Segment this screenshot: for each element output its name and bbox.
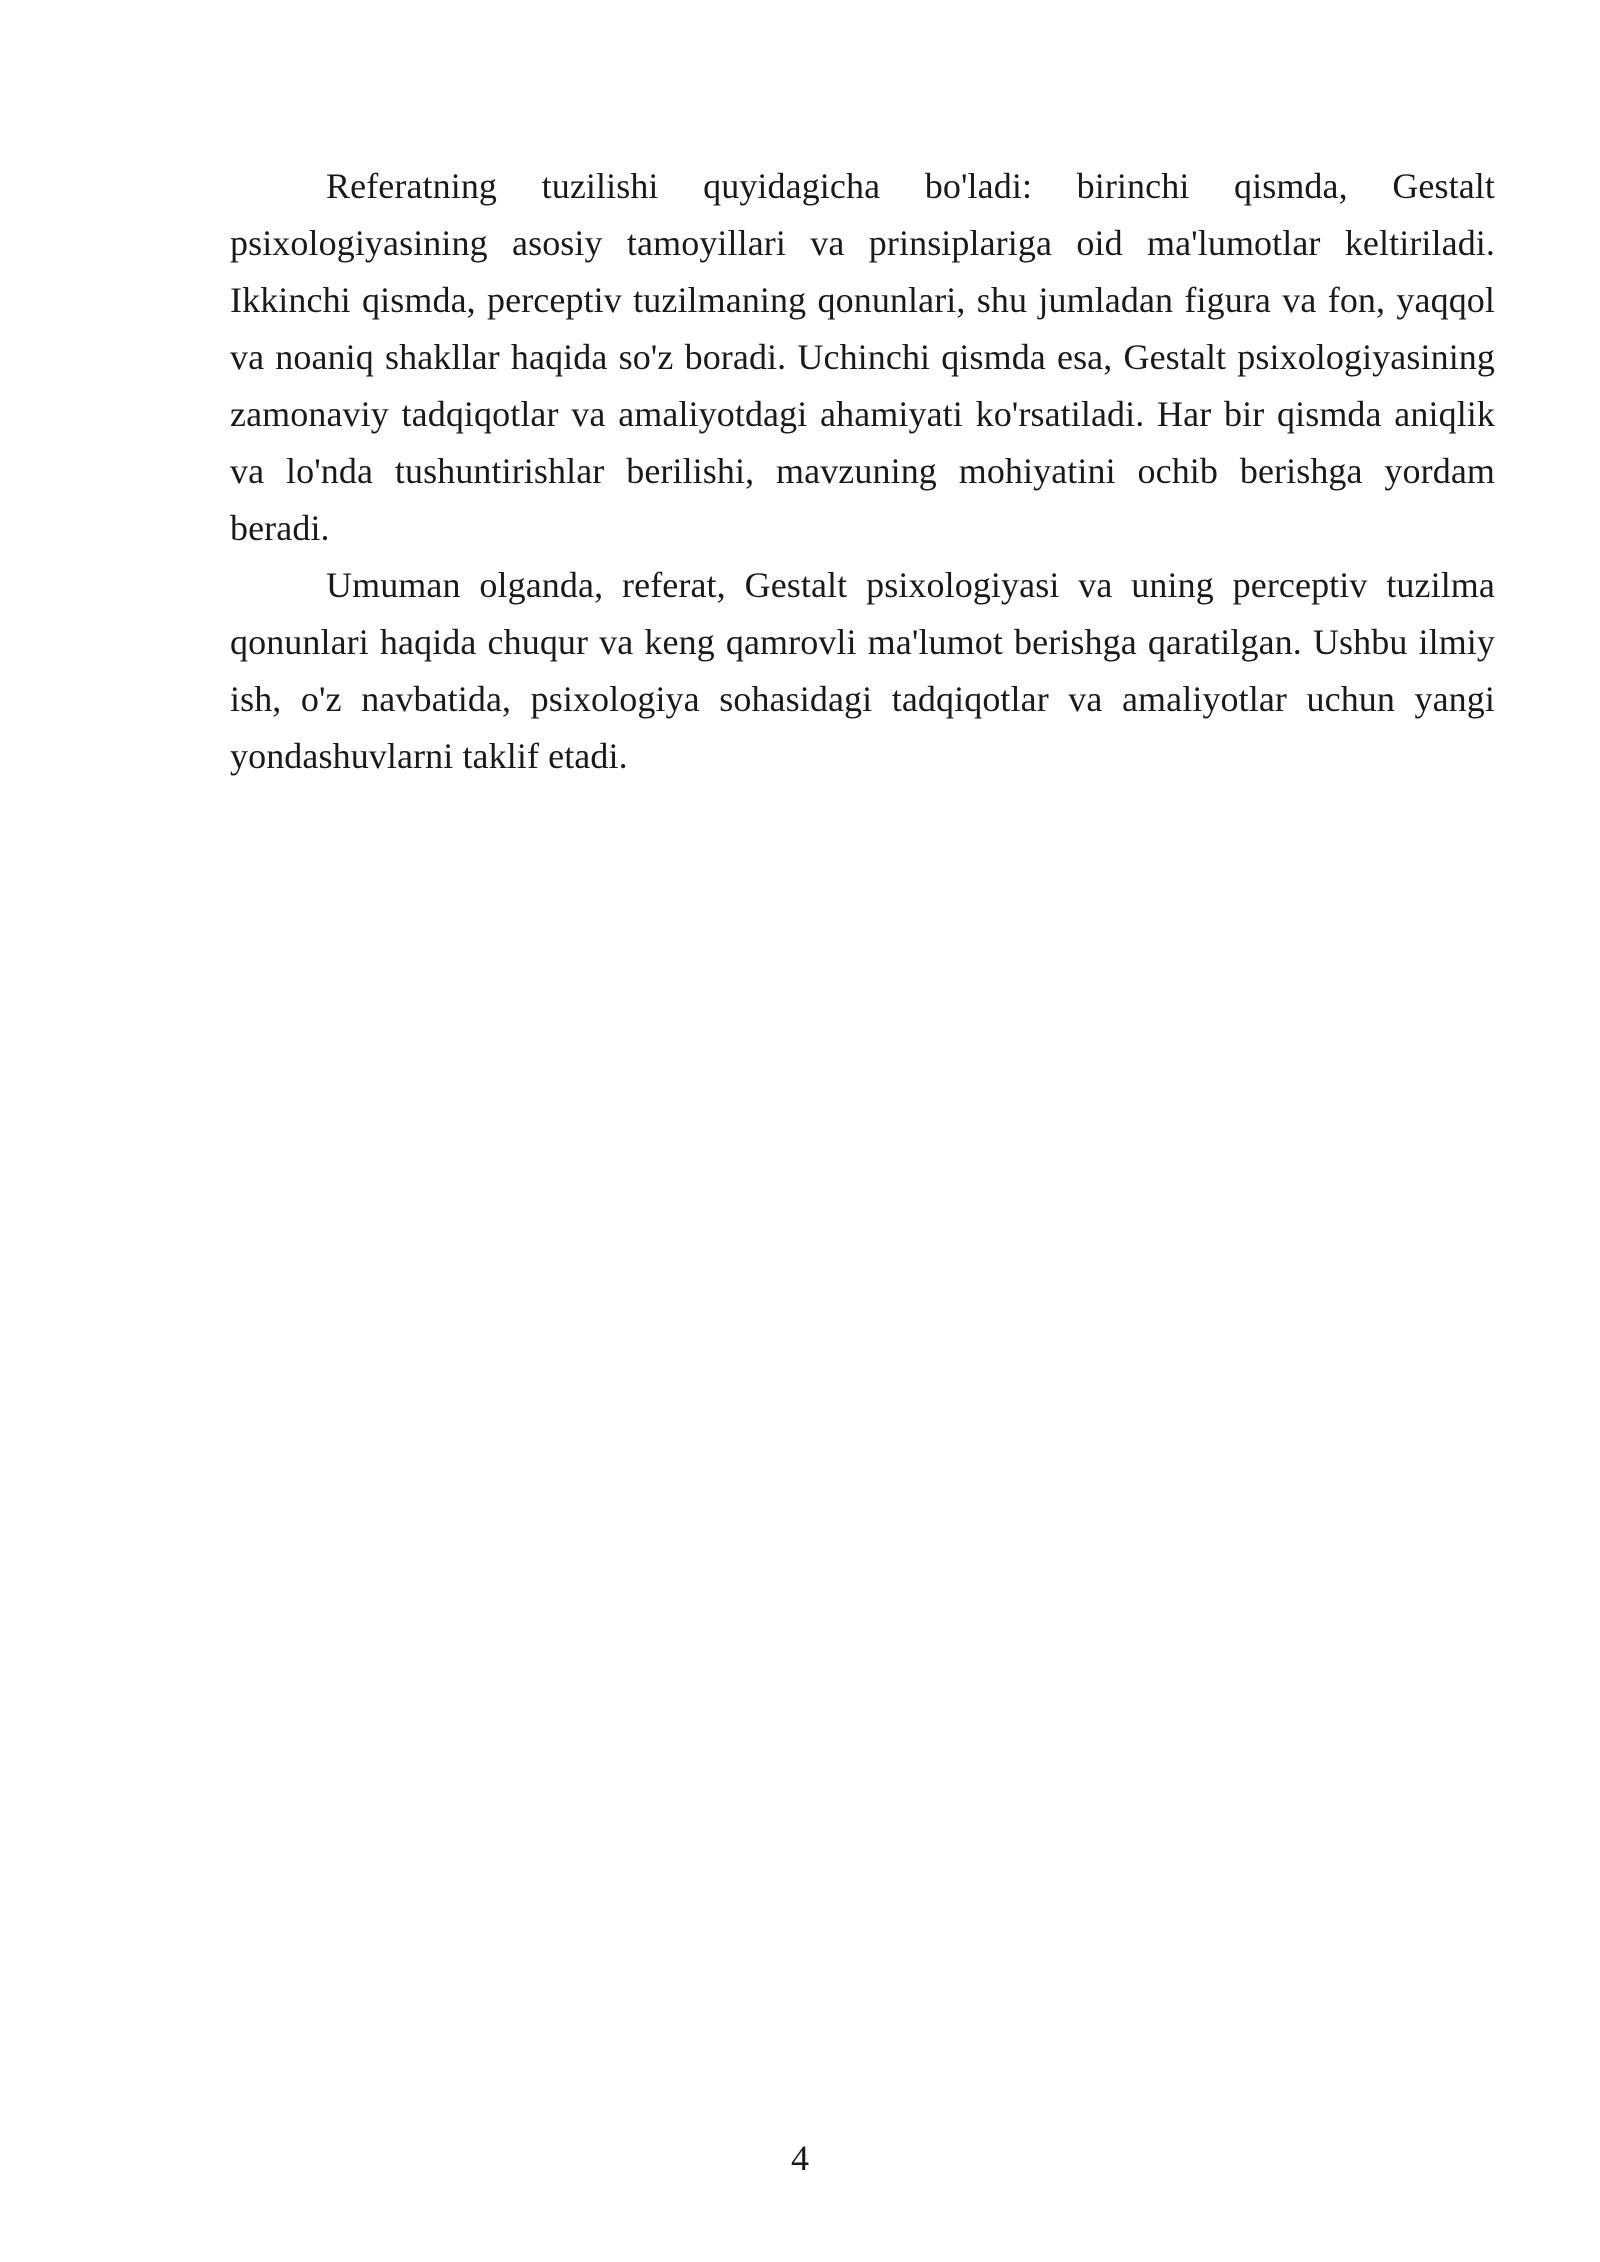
page-number: 4 [791, 2138, 809, 2178]
paragraph-summary: Umuman olganda, referat, Gestalt psixologiyasi va uning perceptiv tuzilma qonunlari haqida chuqur va keng qamrovli ma'lumot berishga qaratilgan. Ushbu ilmiy ish, o'z navbatida, psixologiya sohasidagi tadqiqotlar va amaliyotlar uchun yangi yondashuvlarni taklif etadi. [230, 565, 1495, 776]
body-text [230, 158, 1495, 785]
paragraph-structure: Referatning tuzilishi quyidagicha bo'ladi: birinchi qismda, Gestalt psixologiyasining asosiy tamoyillari va prinsiplariga oid ma'lumotlar keltiriladi. Ikkinchi qismda, perceptiv tuzilmaning qonunlari, shu jumladan figura va fon, yaqqol va noaniq shakllar haqida so'z boradi. Uchinchi qismda esa, Gestalt psixologiyasining zamonaviy tadqiqotlar va amaliyotdagi ahamiyati ko'rsatiladi. Har bir qismda aniqlik va lo'nda tushuntirishlar berilishi, mavzuning mohiyatini ochib berishga yordam beradi. [230, 166, 1495, 548]
